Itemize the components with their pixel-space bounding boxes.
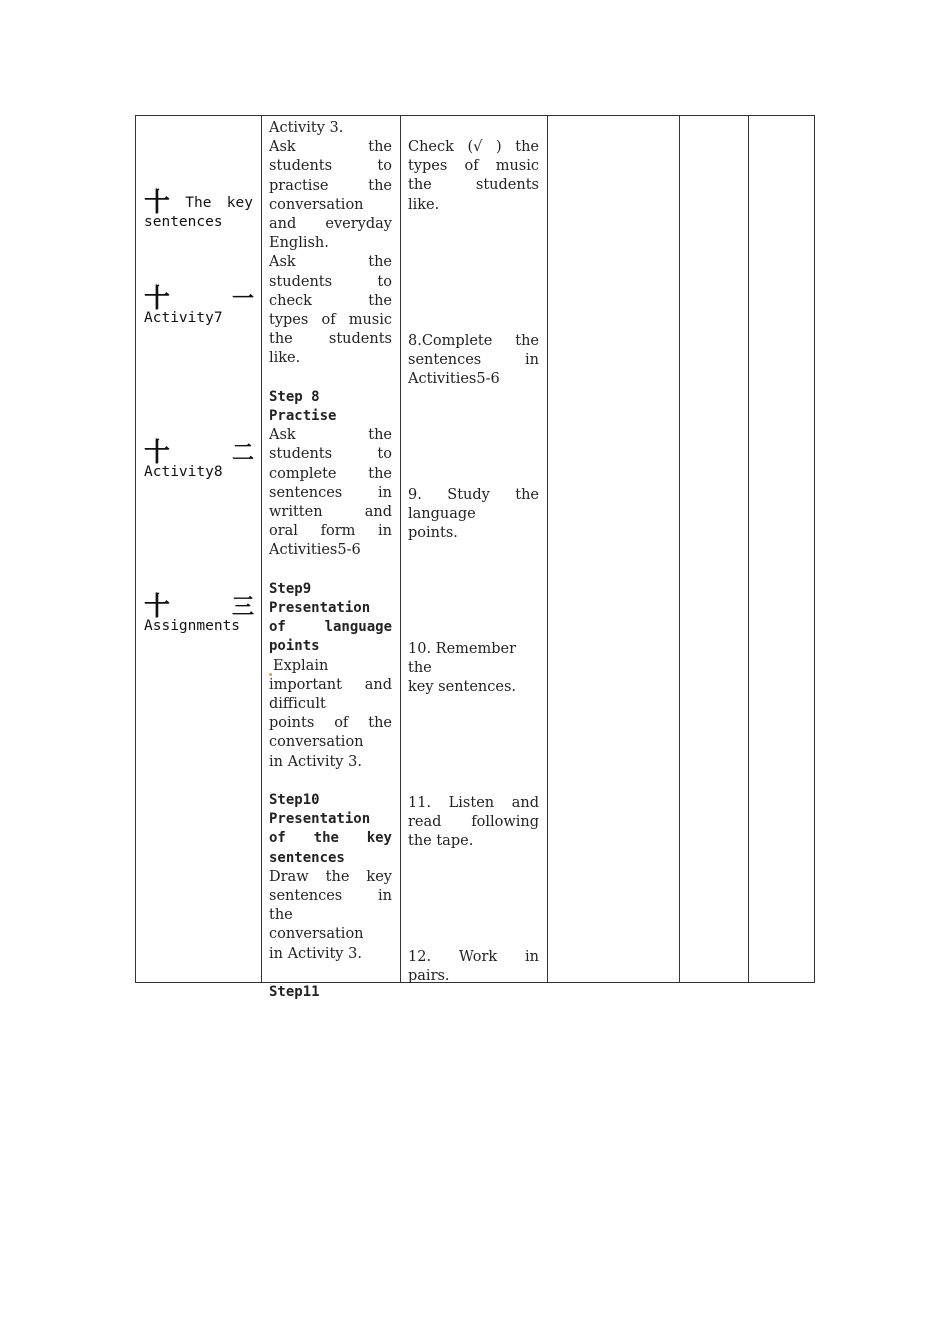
text-line: 10. Remember the <box>408 641 517 677</box>
text-line: students to <box>269 273 392 290</box>
text-line: 8.Complete the <box>408 333 539 349</box>
text-line: the tape. <box>408 833 474 850</box>
heading-word: The <box>185 195 212 211</box>
text-line: students to <box>269 446 392 463</box>
text-line: points of the <box>269 715 392 732</box>
heading-subtitle: Activity8 <box>144 464 223 480</box>
step-title: of language <box>269 619 392 636</box>
text-line: Draw the key <box>269 868 392 885</box>
lesson-plan-table <box>135 115 815 1001</box>
student-activity-check <box>408 138 539 215</box>
text-line: Ask the <box>269 427 392 444</box>
step-title: Step10 <box>269 792 320 809</box>
text-line: the students <box>408 177 539 194</box>
chinese-numeral-ten: 十 <box>144 284 171 314</box>
text-line: Ask the <box>269 139 392 156</box>
text-line: students to <box>269 158 392 175</box>
column-divider <box>547 116 548 982</box>
heading-subtitle: Activity7 <box>144 310 223 326</box>
text-line: Explain <box>273 657 329 674</box>
text-line: key sentences. <box>408 679 517 696</box>
step-title: of the key <box>269 830 392 847</box>
text-line: and everyday <box>269 216 392 233</box>
heading-subtitle: sentences <box>144 214 223 231</box>
text-line: difficult <box>269 696 326 713</box>
chinese-numeral: 三 <box>231 595 253 620</box>
text-line: in Activity 3. <box>269 945 362 962</box>
step-title: Step9 <box>269 580 312 597</box>
text-line: written and <box>269 504 392 521</box>
text-line: types of music <box>408 158 539 175</box>
text-line: language <box>408 506 476 523</box>
step-title: points <box>269 638 320 655</box>
text-line: conversation <box>269 196 364 213</box>
text-line: sentences in <box>408 352 539 369</box>
chinese-numeral-ten: 十 <box>144 592 171 622</box>
step-title: Presentation <box>269 600 371 617</box>
heading-subtitle: Assignments <box>144 618 241 634</box>
text-line: types of music <box>269 312 392 329</box>
heading-activity7 <box>144 284 253 328</box>
text-line: Activities5-6 <box>408 371 500 388</box>
column-divider <box>679 116 680 982</box>
text-line: Ask the <box>269 254 392 271</box>
text-line: complete the <box>269 465 392 482</box>
text-line: oral form in <box>269 523 392 540</box>
text-line: like. <box>269 350 301 367</box>
text-line: read following <box>408 814 539 831</box>
text-line: pairs. <box>408 968 450 985</box>
text-line: the <box>269 907 293 924</box>
text-line: in Activity 3. <box>269 753 362 770</box>
text-line: the students <box>269 331 392 348</box>
step-title: Step11 <box>269 984 320 1001</box>
column-divider <box>748 116 749 982</box>
student-activity-10 <box>408 640 539 698</box>
text-line: 11. Listen and <box>408 795 539 811</box>
chinese-numeral: 二 <box>231 441 253 466</box>
text-line: conversation <box>269 734 364 751</box>
chinese-numeral-ten: 十 <box>144 438 171 468</box>
teacher-activities <box>269 119 392 1002</box>
heading-key-sentences <box>144 188 253 232</box>
text-line: Activity 3. <box>269 120 344 136</box>
text-line: sentences in <box>269 484 392 501</box>
text-line: sentences in <box>269 888 392 905</box>
text-line: points. <box>408 525 458 542</box>
heading-activity8 <box>144 438 253 482</box>
heading-assignments <box>144 592 253 636</box>
text-line: Activities5-6 <box>269 542 361 559</box>
step-title: Step 8 Practise <box>269 388 337 425</box>
text-line: Check (√ ) the <box>408 139 539 155</box>
text-line: important and <box>269 676 392 693</box>
text-line: like. <box>408 196 440 213</box>
student-activity-8 <box>408 332 539 390</box>
text-line: check the <box>269 292 392 309</box>
text-line: 9. Study the <box>408 487 539 503</box>
text-line: conversation <box>269 926 364 943</box>
chinese-numeral-ten: 十 <box>144 188 171 219</box>
heading-word: key <box>226 195 253 211</box>
step-title: Presentation <box>269 811 371 828</box>
text-line: practise the <box>269 177 392 194</box>
student-activity-9 <box>408 486 539 544</box>
student-activity-12 <box>408 948 539 986</box>
chinese-numeral: 一 <box>231 287 253 312</box>
step-title: sentences <box>269 849 345 866</box>
student-activity-11 <box>408 794 539 852</box>
column-divider <box>261 116 262 982</box>
column-divider <box>400 116 401 982</box>
text-line: English. <box>269 235 329 252</box>
text-line: 12. Work in <box>408 949 539 965</box>
